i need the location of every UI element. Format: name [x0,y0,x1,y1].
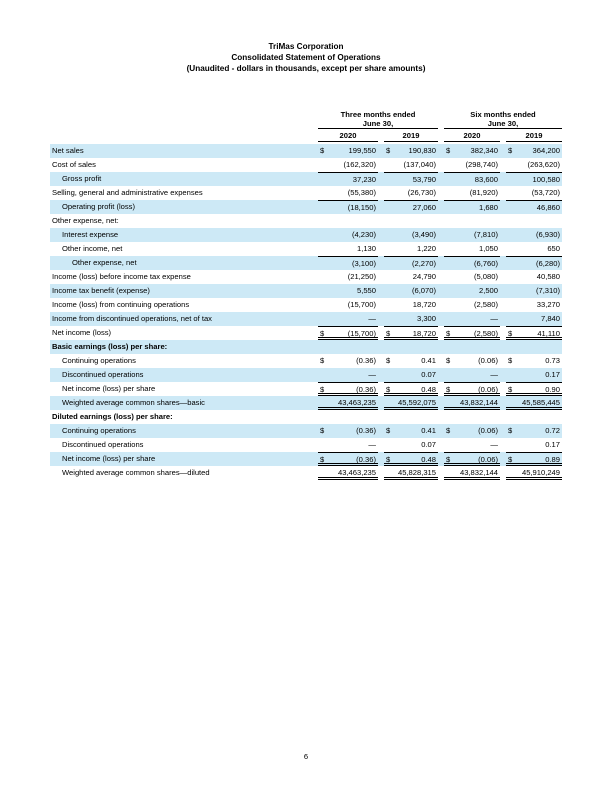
value-text: 5,550 [356,286,376,295]
currency-symbol: $ [446,146,451,155]
value-cell [384,214,438,228]
value-text: (81,920) [469,188,498,197]
table-row [50,410,562,424]
value-cell [506,396,562,410]
currency-symbol: $ [386,356,391,365]
currency-symbol: $ [446,455,451,464]
value-text: — [368,370,376,379]
value-text: 45,828,315 [397,468,436,477]
value-text: (6,930) [535,230,560,239]
value-cell [318,186,378,200]
year-header: 2019 [506,131,562,142]
row-label: Income (loss) from continuing operations [52,300,190,309]
value-cell [444,228,500,242]
value-cell [318,228,378,242]
value-cell [384,158,438,172]
value-cell [384,466,438,480]
table-row [50,186,562,200]
value-cell [506,326,562,340]
value-text: (6,280) [535,259,560,268]
currency-symbol: $ [320,146,325,155]
value-text: (137,040) [403,160,436,169]
row-label: Cost of sales [52,160,96,169]
value-cell [444,452,500,466]
row-label: Selling, general and administrative expenses [52,188,203,197]
column-group-three-months [318,111,438,129]
value-text: (15,700) [347,329,376,338]
currency-symbol: $ [446,385,451,394]
value-text: (2,580) [473,300,498,309]
value-cell [506,382,562,396]
row-label: Income (loss) before income tax expense [52,272,191,281]
year-header: 2019 [384,131,438,142]
value-cell [384,284,438,298]
value-text: 0.89 [545,455,560,464]
value-cell [444,214,500,228]
value-cell [384,410,438,424]
row-label: Other income, net [62,244,123,253]
row-label: Diluted earnings (loss) per share: [52,412,173,421]
value-cell [506,368,562,382]
column-group-line2: June 30, [444,120,562,130]
value-cell [318,326,378,340]
table-row [50,242,562,256]
currency-symbol: $ [386,146,391,155]
value-text: (7,310) [535,286,560,295]
value-cell [444,172,500,186]
value-text: (0.06) [478,356,498,365]
value-text: (0.36) [356,385,376,394]
value-text: 27,060 [412,203,436,212]
value-text: 0.07 [421,370,436,379]
value-text: 0.73 [545,356,560,365]
value-text: (6,760) [473,259,498,268]
value-text: 33,270 [536,300,560,309]
value-cell [506,340,562,354]
value-cell [444,340,500,354]
value-text: (2,270) [411,259,436,268]
currency-symbol: $ [508,356,513,365]
value-text: 3,300 [416,314,436,323]
value-text: (53,720) [531,188,560,197]
value-cell [506,158,562,172]
value-text: 7,840 [540,314,560,323]
table-row [50,256,562,270]
value-cell [318,284,378,298]
value-cell [318,396,378,410]
value-cell [506,354,562,368]
value-cell [318,382,378,396]
value-cell [506,438,562,452]
value-cell [506,214,562,228]
value-cell [444,256,500,270]
currency-symbol: $ [386,426,391,435]
row-label: Gross profit [62,174,102,183]
value-cell [384,326,438,340]
currency-symbol: $ [446,329,451,338]
value-cell [444,368,500,382]
value-cell [384,382,438,396]
value-cell [444,438,500,452]
value-cell [318,144,378,158]
value-text: 45,592,075 [397,398,436,407]
table-row [50,158,562,172]
value-text: (21,250) [347,272,376,281]
table-row [50,452,562,466]
value-cell [444,270,500,284]
row-label: Net income (loss) [52,328,112,337]
currency-symbol: $ [320,385,325,394]
value-cell [384,270,438,284]
value-text: 0.17 [545,370,560,379]
value-cell [318,200,378,214]
value-cell [384,228,438,242]
value-text: 100,580 [532,175,560,184]
table-row [50,298,562,312]
value-text: (18,150) [347,203,376,212]
value-text: (6,070) [411,286,436,295]
row-label: Net income (loss) per share [62,384,156,393]
value-text: 1,050 [478,244,498,253]
value-cell [506,200,562,214]
value-text: (55,380) [347,188,376,197]
table-row [50,228,562,242]
value-text: (3,490) [411,230,436,239]
value-cell [384,340,438,354]
row-label: Net sales [52,146,84,155]
value-cell [444,326,500,340]
value-cell [444,158,500,172]
page-number: 6 [303,752,309,761]
value-text: — [490,370,498,379]
value-cell [318,172,378,186]
table-row [50,396,562,410]
value-cell [444,242,500,256]
table-row [50,340,562,354]
value-text: 199,550 [348,146,376,155]
value-text: (15,700) [347,300,376,309]
value-text: 24,790 [412,272,436,281]
value-text: (7,810) [473,230,498,239]
value-cell [444,382,500,396]
value-cell [384,452,438,466]
value-cell [444,200,500,214]
value-text: (4,230) [351,230,376,239]
value-cell [384,242,438,256]
table-row [50,466,562,480]
column-group-line1: Three months ended [340,110,416,119]
table-row [50,424,562,438]
value-cell [384,396,438,410]
value-text: 43,463,235 [337,398,376,407]
currency-symbol: $ [320,356,325,365]
row-label: Other expense, net [72,258,137,267]
currency-symbol: $ [320,455,325,464]
value-text: (298,740) [465,160,498,169]
value-text: 0.48 [421,385,436,394]
row-label: Continuing operations [62,426,136,435]
value-cell [384,186,438,200]
value-cell [444,466,500,480]
value-cell [506,242,562,256]
year-header: 2020 [444,131,500,142]
value-cell [384,256,438,270]
value-cell [506,228,562,242]
value-text: 18,720 [412,300,436,309]
year-header: 2020 [318,131,378,142]
value-text: — [368,314,376,323]
company-name: TriMas Corporation [268,42,344,51]
value-cell [384,200,438,214]
value-cell [318,214,378,228]
value-cell [444,144,500,158]
value-text: 0.17 [545,440,560,449]
value-text: (2,580) [473,329,498,338]
currency-symbol: $ [446,426,451,435]
value-text: (0.36) [356,426,376,435]
table-row [50,354,562,368]
table-row [50,270,562,284]
row-label: Operating profit (loss) [62,202,136,211]
value-cell [506,410,562,424]
value-text: 2,500 [478,286,498,295]
table-row [50,172,562,186]
row-label: Discontinued operations [62,440,144,449]
value-cell [318,438,378,452]
row-label: Continuing operations [62,356,136,365]
value-cell [318,466,378,480]
value-text: 1,680 [478,203,498,212]
currency-symbol: $ [320,426,325,435]
currency-symbol: $ [386,385,391,394]
value-text: — [490,440,498,449]
value-cell [384,298,438,312]
value-text: 53,790 [412,175,436,184]
table-row [50,144,562,158]
value-text: (263,620) [527,160,560,169]
value-text: (162,320) [343,160,376,169]
value-cell [384,312,438,326]
row-label: Income from discontinued operations, net of tax [52,314,212,323]
value-cell [506,424,562,438]
currency-symbol: $ [508,385,513,394]
value-text: 43,463,235 [337,468,376,477]
value-cell [506,172,562,186]
table-row [50,438,562,452]
value-text: 83,600 [474,175,498,184]
value-cell [506,256,562,270]
table-row [50,382,562,396]
value-text: (5,080) [473,272,498,281]
value-text: — [368,440,376,449]
value-text: 0.07 [421,440,436,449]
column-group-line2: June 30, [318,120,438,130]
value-text: 650 [547,244,560,253]
value-text: 382,340 [470,146,498,155]
value-cell [384,424,438,438]
value-cell [318,368,378,382]
value-text: 1,130 [356,244,376,253]
value-text: 0.41 [421,356,436,365]
row-label: Basic earnings (loss) per share: [52,342,168,351]
value-text: (0.36) [356,455,376,464]
value-text: 1,220 [416,244,436,253]
value-cell [318,340,378,354]
value-cell [444,284,500,298]
row-label: Other expense, net: [52,216,119,225]
value-cell [318,242,378,256]
value-text: 18,720 [412,329,436,338]
value-cell [506,144,562,158]
value-text: (0.06) [478,455,498,464]
statement-subtitle: (Unaudited - dollars in thousands, except per share amounts) [186,64,426,73]
value-cell [506,452,562,466]
value-cell [506,186,562,200]
value-text: (26,730) [407,188,436,197]
value-cell [384,144,438,158]
currency-symbol: $ [508,146,513,155]
row-label: Weighted average common shares—basic [62,398,205,407]
currency-symbol: $ [386,455,391,464]
value-cell [318,452,378,466]
row-label: Interest expense [62,230,119,239]
table-row [50,326,562,340]
value-text: 43,832,144 [459,398,498,407]
value-text: 190,830 [408,146,436,155]
value-text: 0.72 [545,426,560,435]
statement-title: Consolidated Statement of Operations [231,53,381,62]
value-text: — [490,314,498,323]
value-cell [384,438,438,452]
table-row [50,284,562,298]
value-text: 0.41 [421,426,436,435]
currency-symbol: $ [508,426,513,435]
value-cell [444,354,500,368]
table-row [50,214,562,228]
row-label: Income tax benefit (expense) [52,286,150,295]
value-text: (0.06) [478,426,498,435]
value-cell [384,354,438,368]
value-cell [384,172,438,186]
value-cell [318,256,378,270]
value-cell [384,368,438,382]
value-cell [318,312,378,326]
value-cell [506,298,562,312]
value-cell [506,466,562,480]
value-text: (0.36) [356,356,376,365]
value-cell [444,312,500,326]
value-cell [318,424,378,438]
value-text: 46,860 [536,203,560,212]
value-text: 364,200 [532,146,560,155]
value-cell [444,298,500,312]
table-row [50,200,562,214]
table-row [50,368,562,382]
column-group-six-months [444,111,562,129]
currency-symbol: $ [508,329,513,338]
value-cell [444,410,500,424]
value-text: (0.06) [478,385,498,394]
value-cell [444,186,500,200]
value-text: (3,100) [351,259,376,268]
row-label: Weighted average common shares—diluted [62,468,210,477]
currency-symbol: $ [508,455,513,464]
column-group-line1: Six months ended [470,110,536,119]
value-text: 0.90 [545,385,560,394]
value-cell [318,158,378,172]
currency-symbol: $ [320,329,325,338]
value-text: 45,585,445 [521,398,560,407]
value-cell [444,424,500,438]
value-cell [506,270,562,284]
value-cell [318,298,378,312]
row-label: Net income (loss) per share [62,454,156,463]
value-text: 40,580 [536,272,560,281]
table-row [50,312,562,326]
value-text: 43,832,144 [459,468,498,477]
currency-symbol: $ [386,329,391,338]
value-cell [506,312,562,326]
value-cell [444,396,500,410]
value-cell [318,270,378,284]
row-label: Discontinued operations [62,370,144,379]
value-cell [506,284,562,298]
value-text: 0.48 [421,455,436,464]
value-text: 37,230 [352,175,376,184]
value-cell [318,410,378,424]
value-cell [318,354,378,368]
value-text: 45,910,249 [521,468,560,477]
currency-symbol: $ [446,356,451,365]
value-text: 41,110 [537,329,560,338]
